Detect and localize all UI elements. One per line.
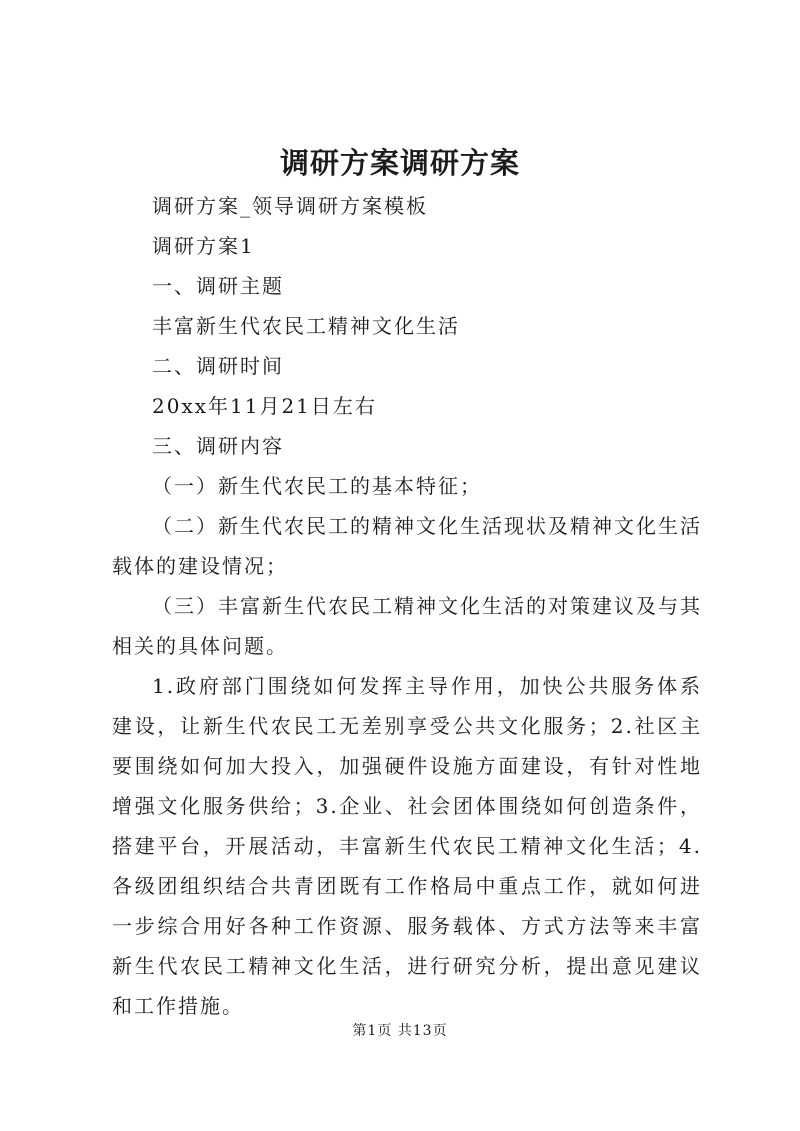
paragraph-subtitle: 调研方案_领导调研方案模板 [152, 194, 428, 218]
section-heading-topic: 一、调研主题 [152, 274, 284, 298]
paragraph-item-1: （一）新生代农民工的基本特征； [152, 474, 482, 498]
paragraph-item-2: （二）新生代农民工的精神文化生活现状及精神文化生活载体的建设情况； [112, 514, 702, 578]
section-heading-time: 二、调研时间 [152, 354, 284, 378]
paragraph-plan-number: 调研方案1 [152, 234, 255, 258]
paragraph-time: 20xx年11月21日左右 [152, 394, 377, 418]
paragraph-item-3: （三）丰富新生代农民工精神文化生活的对策建议及与其相关的具体问题。 [112, 594, 702, 658]
section-heading-content: 三、调研内容 [152, 434, 284, 458]
paragraph-topic: 丰富新生代农民工精神文化生活 [152, 314, 460, 338]
document-title: 调研方案调研方案 [279, 146, 520, 180]
paragraph-detail: 1.政府部门围绕如何发挥主导作用，加快公共服务体系建设，让新生代农民工无差别享受公共文化服务；2.社区主要围绕如何加大投入，加强硬件设施方面建设，有针对性地增强文化服务供给；3.企业、社会团体围绕如何创造条件，搭建平台，开展活动，丰富新生代农民工精神文化生活；4.各级团组织结合共青团既有工作格局中重点工作，就如何进一步综合用好各种工作资源、服务载体、方式方法等来丰富新生代农民工精神文化生活，进行研究分析，提出意见建议和工作措施。 [112, 674, 702, 1018]
page-footer: 第1页 共13页 [352, 1023, 448, 1039]
document-body [112, 186, 702, 1026]
